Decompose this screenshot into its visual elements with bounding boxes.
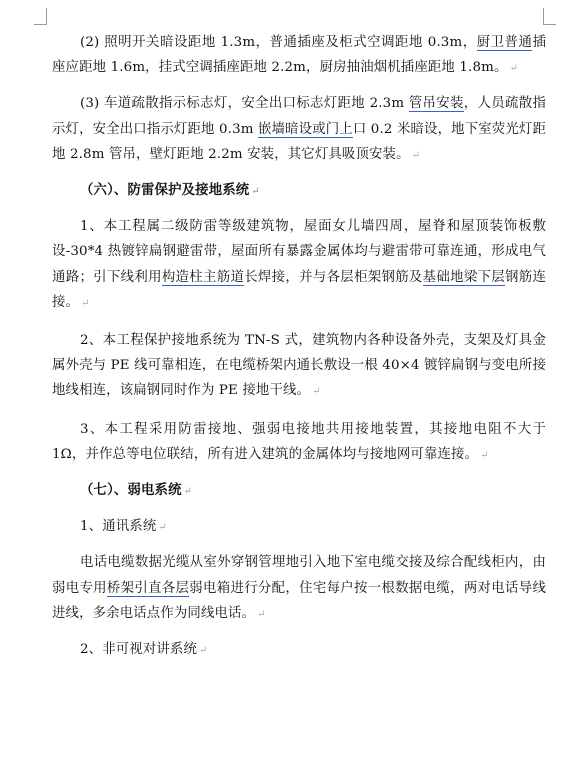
heading-text: （六）、防雷保护及接地系统 [80, 182, 250, 199]
paragraph-mark-icon: ↵ [509, 63, 519, 75]
paragraph-mark-icon: ↵ [199, 645, 208, 657]
document-page [52, 30, 546, 663]
text-run: 1、本工程属二级防雷等级建筑物，屋面女儿墙四周，屋脊和屋顶装饰板敷设-30*4 热镀锌扁钢避雷带，屋面所有暴露金属体均与避雷带可靠连通，形成电气通路；引下线利用 [52, 219, 546, 285]
underlined-text: 基础地梁下层 [422, 269, 506, 285]
underlined-text: 管吊安装 [408, 96, 464, 112]
paragraph-mark-icon: ↵ [411, 149, 421, 161]
page-corner-mark-left [34, 8, 47, 25]
paragraph-lighting-heights [52, 30, 546, 81]
text-run: (2) 照明开关暗设距地 1.3m，普通插座及柜式空调距地 0.3m， [80, 35, 477, 50]
text-run: 2、非可视对讲系统 [80, 642, 197, 658]
underlined-text: 嵌墙暗设或门上 [258, 121, 353, 137]
text-run: 长焊接，并与各层柜架钢筋及 [244, 269, 423, 285]
paragraph-mark-icon: ↵ [81, 297, 90, 309]
paragraph-common-grounding [52, 417, 546, 468]
paragraph-mark-icon: ↵ [183, 486, 193, 498]
text-run: 电话电缆数据光缆从室外穿钢管埋地引入地下室电缆交接及综合配线柜内，由弱电专用 [52, 555, 546, 596]
text-run: ，人员疏散指示灯，安全出口指示灯距地 0.3m [52, 96, 546, 137]
text-run: (3) 车道疏散指示标志灯，安全出口标志灯距地 2.3m [80, 96, 409, 112]
paragraph-mark-icon: ↵ [158, 522, 167, 534]
text-run: 1、通讯系统 [80, 519, 157, 535]
paragraph-lightning-protection [52, 214, 546, 316]
text-run: 钢筋连接。 [52, 269, 547, 310]
paragraph-emergency-lighting [52, 91, 546, 168]
paragraph-mark-icon: ↵ [312, 386, 321, 398]
section-heading-lightning-protection [52, 178, 546, 204]
underlined-text: 构造柱主筋道 [161, 269, 245, 285]
section-heading-low-voltage [52, 478, 546, 504]
paragraph-communication-title [52, 514, 546, 540]
text-run: 口 0.2 米暗设，地下室荧光灯距地 2.8m 管吊，壁灯距地 2.2m 安装，其它灯具吸顶安装。 [52, 121, 546, 162]
page-corner-mark-right [543, 8, 556, 25]
underlined-text: 厨卫普通 [476, 35, 533, 50]
paragraph-telephone-cabling [52, 550, 546, 627]
text-run: 2、本工程保护接地系统为 TN-S 式，建筑物内各种设备外壳，支架及灯具金属外壳与 PE 线可靠相连，在电缆桥架内通长敷设一根 40×4 镀锌扁钢与变电所接地线相连，该扁钢同时作为 PE 接地干线。 [52, 333, 546, 399]
paragraph-protective-grounding [52, 328, 546, 405]
underlined-text: 桥架引直各层 [106, 580, 190, 596]
paragraph-mark-icon: ↵ [257, 608, 266, 620]
text-run: 弱电箱进行分配，住宅每户按一根数据电缆，两对电话导线进线，多余电话点作为同线电话。 [52, 580, 547, 621]
paragraph-intercom-title [52, 637, 546, 663]
paragraph-mark-icon: ↵ [251, 186, 260, 198]
heading-text: （七）、弱电系统 [80, 482, 182, 499]
text-run: 插座应距地 1.6m，挂式空调插座距地 2.2m，厨房抽油烟机插座距地 1.8m。 [52, 35, 546, 76]
text-run: 3、本工程采用防雷接地、强弱电接地共用接地装置，其接地电阻不大于 1Ω，并作总等电位联结，所有进入建筑的金属体均与接地网可靠连接。 [52, 421, 546, 462]
paragraph-mark-icon: ↵ [480, 449, 489, 461]
